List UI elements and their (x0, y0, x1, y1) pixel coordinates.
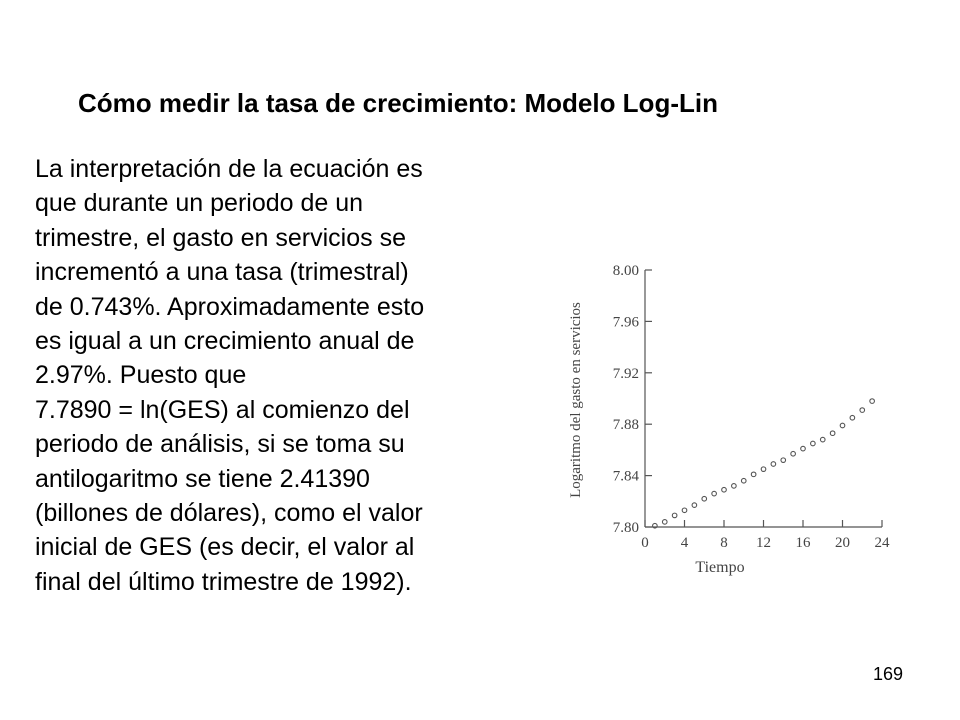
data-point (791, 451, 796, 456)
page-number: 169 (872, 664, 903, 684)
body-line: 7.7890 = ln(GES) al comienzo del (35, 395, 410, 424)
x-tick-label: 20 (835, 535, 850, 551)
body-line: antilogaritmo se tiene 2.41390 (35, 464, 370, 493)
body-line: periodo de análisis, si se toma su (35, 430, 405, 459)
data-point (870, 399, 875, 404)
data-point (761, 467, 766, 472)
x-tick-label: 8 (720, 535, 728, 551)
body-line: es igual a un crecimiento anual de (35, 327, 415, 356)
data-point (732, 484, 737, 489)
x-tick-label: 0 (641, 535, 649, 551)
data-point (781, 458, 786, 463)
y-tick-label: 7.92 (612, 365, 639, 382)
data-point (850, 415, 855, 420)
body-line: incrementó a una tasa (trimestral) (35, 258, 409, 287)
x-axis-label: Tiempo (695, 559, 745, 576)
body-line: inicial de GES (es decir, el valor al (35, 533, 415, 562)
body-line: trimestre, el gasto en servicios se (35, 223, 406, 252)
data-point (840, 423, 845, 428)
x-tick-label: 4 (680, 535, 689, 551)
body-line: (billones de dólares), como el valor (35, 499, 423, 528)
data-point (820, 437, 825, 442)
data-point (722, 487, 727, 492)
data-point (692, 503, 697, 508)
body-line: 2.97%. Puesto que (35, 361, 247, 390)
y-tick-label: 7.84 (612, 468, 639, 485)
data-point (801, 446, 806, 451)
body-line: La interpretación de la ecuación es (35, 155, 423, 183)
scatter-chart (560, 250, 920, 590)
data-point (860, 408, 865, 413)
body-line: de 0.743%. Aproximadamente esto (35, 292, 425, 321)
body-text (35, 152, 555, 599)
slide-title: Cómo medir la tasa de crecimiento: Modelo Log-Lin (78, 88, 718, 118)
y-tick-label: 7.88 (612, 417, 639, 434)
data-point (662, 520, 667, 525)
x-tick-label: 12 (756, 535, 771, 551)
data-point (830, 431, 835, 436)
data-point (702, 496, 707, 501)
body-line: que durante un periodo de un (35, 189, 364, 218)
x-tick-label: 16 (795, 535, 811, 551)
data-point (672, 513, 677, 518)
data-point (741, 478, 746, 483)
y-tick-label: 7.96 (612, 314, 639, 331)
data-point (712, 491, 717, 496)
y-axis-label: Logaritmo del gasto en servicios (568, 302, 584, 498)
data-point (751, 472, 756, 477)
y-tick-label: 7.80 (612, 520, 639, 536)
y-tick-label: 8.00 (612, 263, 639, 279)
data-point (771, 462, 776, 467)
body-line: final del último trimestre de 1992). (35, 567, 412, 596)
data-point (811, 441, 816, 446)
data-point (682, 508, 687, 513)
x-tick-label: 24 (874, 535, 890, 551)
